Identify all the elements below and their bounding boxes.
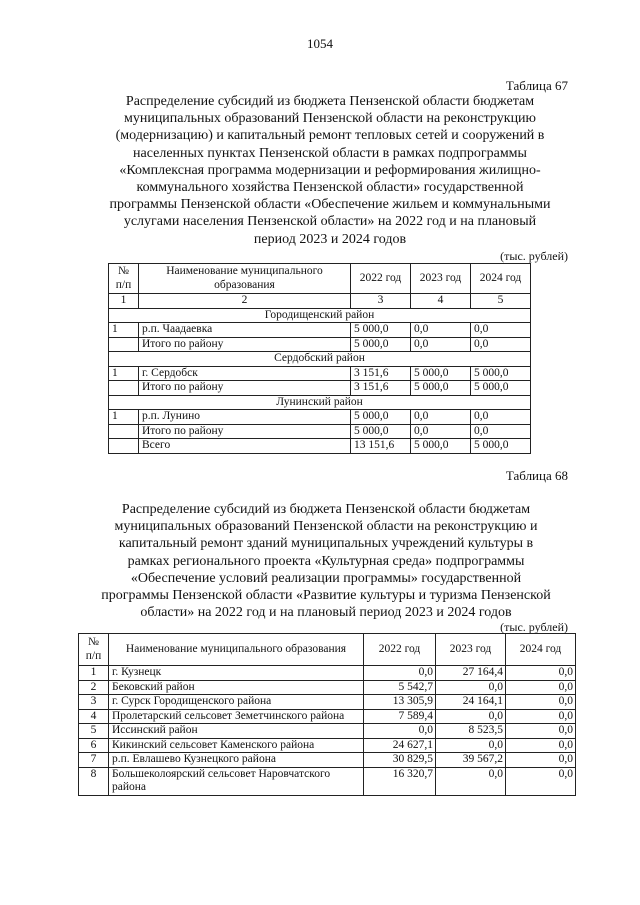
value-2022: 0,0 <box>364 724 436 739</box>
table68-caption: Таблица 68 <box>505 468 568 483</box>
value-2023: 5 000,0 <box>411 366 471 381</box>
value-2023: 0,0 <box>411 424 471 439</box>
row-num: 4 <box>79 709 109 724</box>
row-name: Пролетарский сельсовет Земетчинского района <box>109 709 364 724</box>
table-row <box>79 738 576 753</box>
row-name: г. Сурск Городищенского района <box>109 695 364 710</box>
value-2023: 5 000,0 <box>411 381 471 396</box>
table-row <box>79 753 576 768</box>
value-2023: 27 164,4 <box>436 666 506 681</box>
title-line: услугами населения Пензенской области» на 2022 год и на плановый <box>123 214 537 230</box>
value-2024: 0,0 <box>506 724 576 739</box>
value-2022: 5 000,0 <box>351 323 411 338</box>
value-2023: 24 164,1 <box>436 695 506 710</box>
row-name: Итого по району <box>139 424 351 439</box>
title-line: рамках регионального проекта «Культурная среда» подпрограммы <box>127 553 525 569</box>
row-num <box>109 337 139 352</box>
value-2022: 5 000,0 <box>351 410 411 425</box>
row-num: 1 <box>109 323 139 338</box>
row-num: 3 <box>79 695 109 710</box>
header-name: Наименование муниципального образования <box>109 634 364 666</box>
colnum: 2 <box>139 294 351 309</box>
district-row <box>109 308 531 323</box>
value-2023: 0,0 <box>411 337 471 352</box>
row-name: Большеколоярский сельсовет Наровчатского района <box>109 767 364 795</box>
total-row <box>109 439 531 454</box>
row-num: 8 <box>79 767 109 795</box>
table-row <box>79 709 576 724</box>
title-line: Распределение субсидий из бюджета Пензенской области бюджетам <box>121 502 531 517</box>
header-name: Наименование муниципального образования <box>139 264 351 294</box>
table67-title <box>80 93 580 248</box>
total-2022: 13 151,6 <box>351 439 411 454</box>
title-line: муниципальных образований Пензенской области на реконструкцию <box>123 111 537 127</box>
value-2024: 0,0 <box>471 410 531 425</box>
value-2023: 0,0 <box>411 410 471 425</box>
row-num: 7 <box>79 753 109 768</box>
table67-units: (тыс. рублей) <box>500 249 568 263</box>
value-2024: 5 000,0 <box>471 381 531 396</box>
row-name: р.п. Евлашево Кузнецкого района <box>109 753 364 768</box>
header-2023: 2023 год <box>436 634 506 666</box>
table-row <box>109 410 531 425</box>
district-row <box>109 395 531 410</box>
value-2024: 0,0 <box>506 680 576 695</box>
header-2024: 2024 год <box>506 634 576 666</box>
header-num: № п/п <box>109 264 139 294</box>
row-name: Кикинский сельсовет Каменского района <box>109 738 364 753</box>
total-num <box>109 439 139 454</box>
value-2023: 39 567,2 <box>436 753 506 768</box>
table-row <box>79 680 576 695</box>
row-name: р.п. Чаадаевка <box>139 323 351 338</box>
title-line: Распределение субсидий из бюджета Пензенской области бюджетам <box>125 94 535 109</box>
value-2023: 0,0 <box>436 680 506 695</box>
title-line: капитальный ремонт зданий муниципальных учреждений культуры в <box>118 536 534 552</box>
table-row <box>109 323 531 338</box>
table67 <box>108 263 531 454</box>
value-2023: 8 523,5 <box>436 724 506 739</box>
colnum: 4 <box>411 294 471 309</box>
district-name: Лунинский район <box>109 395 531 410</box>
table67-caption: Таблица 67 <box>505 78 568 93</box>
value-2023: 0,0 <box>436 709 506 724</box>
colnum: 1 <box>109 294 139 309</box>
total-2024: 5 000,0 <box>471 439 531 454</box>
value-2022: 3 151,6 <box>351 366 411 381</box>
table67-colnum-row <box>109 294 531 309</box>
row-name: Иссинский район <box>109 724 364 739</box>
district-row <box>109 352 531 367</box>
table-row <box>109 366 531 381</box>
row-name: Итого по району <box>139 381 351 396</box>
title-line: программы Пензенской области «Обеспечение жильем и коммунальными <box>109 197 551 213</box>
title-line: (модернизацию) и капитальный ремонт тепловых сетей и сооружений в <box>115 128 545 144</box>
value-2022: 30 829,5 <box>364 753 436 768</box>
row-num <box>109 381 139 396</box>
value-2024: 0,0 <box>506 738 576 753</box>
value-2022: 13 305,9 <box>364 695 436 710</box>
table68-units: (тыс. рублей) <box>500 620 568 634</box>
page-number: 1054 <box>307 36 333 51</box>
table67-header-row <box>109 264 531 294</box>
row-num: 2 <box>79 680 109 695</box>
value-2023: 0,0 <box>436 738 506 753</box>
table-row <box>109 381 531 396</box>
row-name: Бековский район <box>109 680 364 695</box>
table-row <box>109 424 531 439</box>
table-row <box>109 337 531 352</box>
value-2022: 5 000,0 <box>351 337 411 352</box>
value-2022: 5 542,7 <box>364 680 436 695</box>
value-2022: 16 320,7 <box>364 767 436 795</box>
row-name: Итого по району <box>139 337 351 352</box>
table-row <box>79 724 576 739</box>
value-2023: 0,0 <box>411 323 471 338</box>
district-name: Сердобский район <box>109 352 531 367</box>
row-name: г. Сердобск <box>139 366 351 381</box>
value-2024: 0,0 <box>506 695 576 710</box>
row-name: г. Кузнецк <box>109 666 364 681</box>
header-2023: 2023 год <box>411 264 471 294</box>
colnum: 5 <box>471 294 531 309</box>
district-name: Городищенский район <box>109 308 531 323</box>
table68 <box>78 633 576 796</box>
total-name: Всего <box>139 439 351 454</box>
value-2024: 0,0 <box>506 666 576 681</box>
value-2024: 0,0 <box>506 753 576 768</box>
header-2022: 2022 год <box>364 634 436 666</box>
colnum: 3 <box>351 294 411 309</box>
value-2024: 0,0 <box>471 337 531 352</box>
title-line: области» на 2022 год и на плановый период 2023 и 2024 годов <box>140 605 512 621</box>
value-2022: 0,0 <box>364 666 436 681</box>
title-line: «Комплексная программа модернизации и реформирования жилищно- <box>119 162 541 178</box>
value-2022: 3 151,6 <box>351 381 411 396</box>
table-row <box>79 767 576 795</box>
table-row <box>79 695 576 710</box>
row-num: 6 <box>79 738 109 753</box>
header-2024: 2024 год <box>471 264 531 294</box>
title-line: населенных пунктах Пензенской области в рамках подпрограммы <box>133 145 527 161</box>
row-name: р.п. Лунино <box>139 410 351 425</box>
title-line: «Обеспечение условий реализации программы» государственной <box>130 570 522 586</box>
row-num: 5 <box>79 724 109 739</box>
table-row <box>79 666 576 681</box>
value-2022: 5 000,0 <box>351 424 411 439</box>
value-2024: 0,0 <box>471 323 531 338</box>
value-2022: 7 589,4 <box>364 709 436 724</box>
total-2023: 5 000,0 <box>411 439 471 454</box>
header-2022: 2022 год <box>351 264 411 294</box>
row-num: 1 <box>109 410 139 425</box>
row-num: 1 <box>109 366 139 381</box>
title-line: период 2023 и 2024 годов <box>253 231 407 247</box>
title-line: программы Пензенской области «Развитие культуры и туризма Пензенской <box>101 588 551 604</box>
row-num: 1 <box>79 666 109 681</box>
value-2023: 0,0 <box>436 767 506 795</box>
table68-header-row <box>79 634 576 666</box>
value-2024: 0,0 <box>471 424 531 439</box>
value-2024: 0,0 <box>506 709 576 724</box>
table68-title <box>66 501 586 621</box>
value-2024: 0,0 <box>506 767 576 795</box>
value-2024: 5 000,0 <box>471 366 531 381</box>
title-line: муниципальных образований Пензенской области на реконструкцию и <box>114 519 538 535</box>
row-num <box>109 424 139 439</box>
title-line: коммунального хозяйства Пензенской области» государственной <box>136 180 524 196</box>
header-num: № п/п <box>79 634 109 666</box>
value-2022: 24 627,1 <box>364 738 436 753</box>
